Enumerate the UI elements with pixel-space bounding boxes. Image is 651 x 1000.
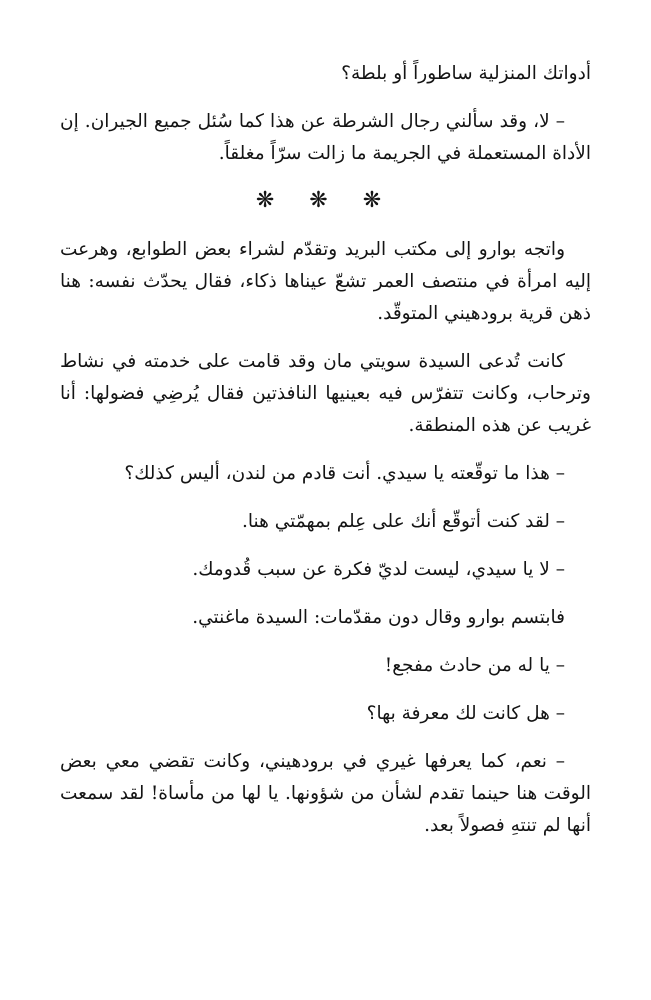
paragraph: – لا، وقد سألني رجال الشرطة عن هذا كما سُئل جميع الجيران. إن الأداة المستعملة في الجريمة ما زالت سرّاً مغلقاً. — [60, 111, 591, 164]
paragraph: – نعم، كما يعرفها غيري في برودهيني، وكانت تقضي معي بعض الوقت هنا حينما تقدم لشأن من شؤونها. يا لها من مأساة! لقد سمعت أنها لم تنتهِ فصولاً بعد. — [60, 751, 591, 836]
paragraph: – هل كانت لك معرفة بها؟ — [366, 703, 565, 724]
paragraph: أدواتك المنزلية ساطوراً أو بلطة؟ — [341, 63, 591, 84]
paragraph: فابتسم بوارو وقال دون مقدّمات: السيدة ماغنتي. — [192, 607, 565, 628]
asterism-icon: ❋ — [255, 188, 289, 213]
paragraph: كانت تُدعى السيدة سويتي مان وقد قامت على خدمته في نشاط وترحاب، وكانت تتفرّس فيه بعينيها النافذتين فقال يُرضِي فضولها: أنا غريب عن هذه المنطقة. — [60, 351, 591, 436]
section-separator — [60, 186, 591, 216]
paragraph: واتجه بوارو إلى مكتب البريد وتقدّم لشراء بعض الطوابع، وهرعت إليه امرأة في منتصف العمر تشعّ عيناها ذكاء، فقال يحدّث نفسه: هنا ذهن قرية برودهيني المتوقّد. — [60, 239, 591, 324]
asterism-icon: ❋ — [362, 188, 396, 213]
paragraph: – يا له من حادث مفجع! — [384, 655, 565, 676]
paragraph: – لقد كنت أتوقّع أنك على عِلم بمهمّتي هنا. — [242, 511, 565, 532]
paragraph: – هذا ما توقّعته يا سيدي. أنت قادم من لندن، أليس كذلك؟ — [124, 463, 565, 484]
asterism-icon: ❋ — [309, 188, 342, 213]
book-page — [60, 58, 591, 858]
paragraph: – لا يا سيدي، ليست لديّ فكرة عن سبب قُدومك. — [192, 559, 565, 580]
